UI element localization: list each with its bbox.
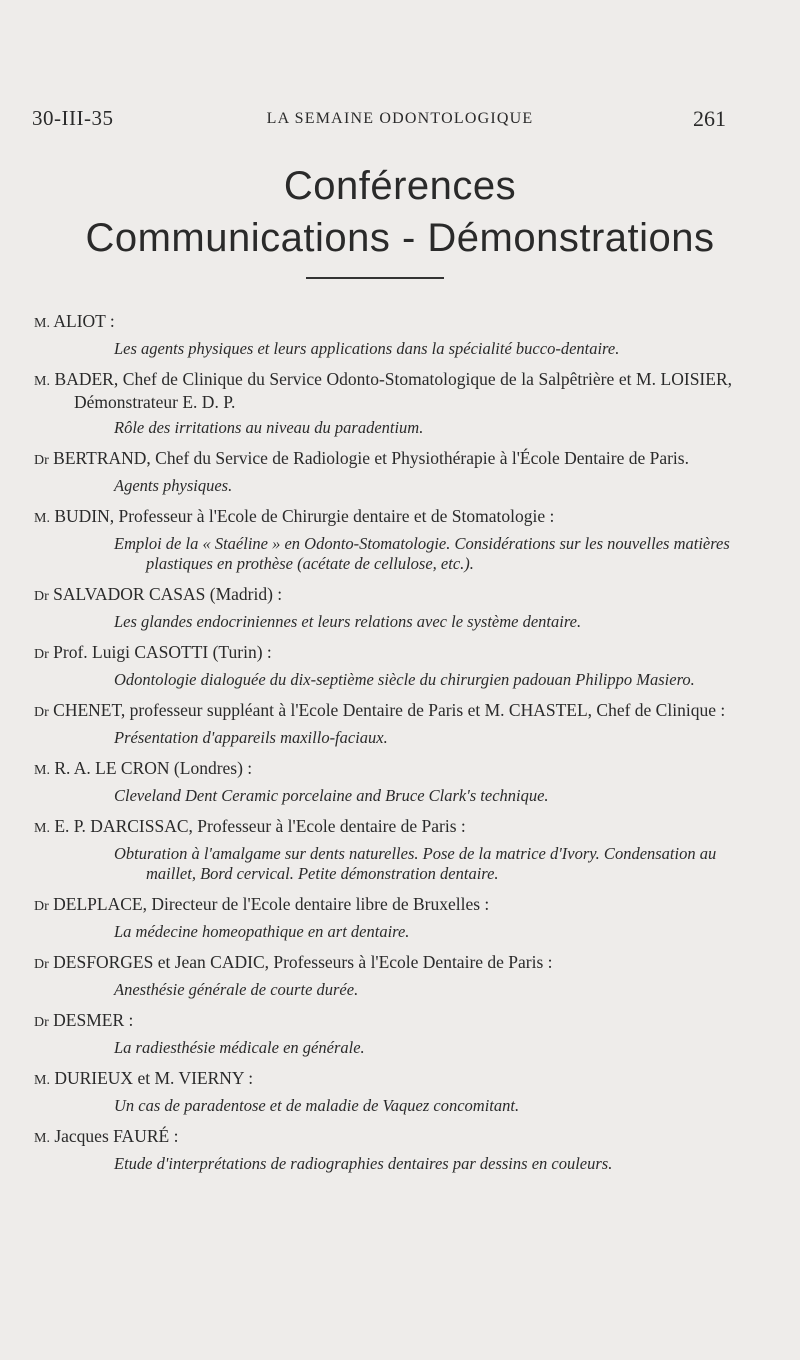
entry-prefix: Dr [34,647,49,662]
entry-title: Emploi de la « Staéline » en Odonto-Stomatologie. Considérations sur les nouvelles matières plastiques en prothèse (acétate de cellulose, etc.). [114,534,730,573]
entry-speaker [0,642,800,665]
entry-title: Cleveland Dent Ceramic porcelaine and Bruce Clark's technique. [114,786,549,805]
entry-speaker-text: E. P. DARCISSAC, Professeur à l'Ecole dentaire de Paris : [54,816,466,836]
entry-speaker [0,952,800,975]
entry-speaker-text: DESFORGES et Jean CADIC, Professeurs à l'Ecole Dentaire de Paris : [53,952,553,972]
entry-title: Anesthésie générale de courte durée. [114,980,359,999]
entry-speaker-text: Prof. Luigi CASOTTI (Turin) : [53,642,272,662]
entry [0,816,800,884]
entry-prefix: M. [34,374,50,389]
entry [0,311,800,359]
entry-prefix: Dr [34,1015,49,1030]
entry-title: Un cas de paradentose et de maladie de Vaquez concomitant. [114,1096,520,1115]
entry [0,448,800,496]
entry-speaker [0,758,800,781]
entry-speaker-text: ALIOT : [53,311,115,331]
entry-speaker-text: BERTRAND, Chef du Service de Radiologie et Physiothérapie à l'École Dentaire de Paris. [53,448,689,468]
entry [0,894,800,942]
entry [0,1126,800,1174]
entry [0,1068,800,1116]
entry-prefix: M. [34,511,50,526]
entry-title: La médecine homeopathique en art dentaire. [114,922,410,941]
entry [0,584,800,632]
entry-prefix: Dr [34,899,49,914]
entry-speaker-text: DESMER : [53,1010,134,1030]
entry-speaker [0,506,800,529]
entry-prefix: Dr [34,957,49,972]
entry-speaker-text: DELPLACE, Directeur de l'Ecole dentaire libre de Bruxelles : [53,894,490,914]
entry-prefix: Dr [34,453,49,468]
entry-speaker [0,700,800,723]
entry-title: La radiesthésie médicale en générale. [114,1038,365,1057]
entry-prefix: M. [34,763,50,778]
page-number: 261 [693,106,726,131]
entries-list [0,311,800,1184]
entry-speaker [0,816,800,839]
entry-speaker [0,1126,800,1149]
entry-prefix: M. [34,1131,50,1146]
entry-speaker-text: DURIEUX et M. VIERNY : [54,1068,254,1088]
entry-title: Odontologie dialoguée du dix-septième siècle du chirurgien padouan Philippo Masiero. [114,670,695,689]
entry-speaker-text: R. A. LE CRON (Londres) : [54,758,253,778]
entry [0,1010,800,1058]
entry-speaker-text: SALVADOR CASAS (Madrid) : [53,584,283,604]
issue-date: 30-III-35 [32,106,114,130]
section-title-line1: Conférences [283,164,517,208]
entry-speaker-text: BUDIN, Professeur à l'Ecole de Chirurgie dentaire et de Stomatologie : [54,506,555,526]
section-title-line2: Communications - Démonstrations [85,216,715,260]
entry-title: Etude d'interprétations de radiographies dentaires par dessins en couleurs. [114,1154,613,1173]
entry-title: Rôle des irritations au niveau du paradentium. [114,418,424,437]
entry-speaker-text: BADER, Chef de Clinique du Service Odonto-Stomatologique de la Salpêtrière et M. LOISIER, Démonstrateur E. D. P. [54,369,732,412]
title-divider [306,277,444,279]
entry [0,642,800,690]
journal-title: LA SEMAINE ODONTOLOGIQUE [266,110,534,127]
entry-prefix: M. [34,316,50,331]
entry [0,758,800,806]
entry-title: Les agents physiques et leurs applications dans la spécialité bucco-dentaire. [114,339,620,358]
running-header [0,106,800,136]
entry-title: Obturation à l'amalgame sur dents naturelles. Pose de la matrice d'Ivory. Condensation au maillet, Bord cervical. Petite démonstration dentaire. [114,844,717,883]
entry-prefix: Dr [34,705,49,720]
entry-speaker [0,584,800,607]
entry-speaker [0,311,800,334]
entry-prefix: M. [34,1073,50,1088]
entry-speaker [0,1068,800,1091]
entry-title: Présentation d'appareils maxillo-faciaux. [114,728,388,747]
entry-speaker-text: CHENET, professeur suppléant à l'Ecole Dentaire de Paris et M. CHASTEL, Chef de Clinique : [53,700,726,720]
entry [0,369,800,438]
entry-prefix: M. [34,821,50,836]
entry-speaker [0,369,800,413]
entry-title: Agents physiques. [114,476,233,495]
entry-prefix: Dr [34,589,49,604]
entry-speaker [0,1010,800,1033]
entry [0,700,800,748]
entry [0,952,800,1000]
entry-speaker [0,894,800,917]
entry-title: Les glandes endocriniennes et leurs relations avec le système dentaire. [114,612,582,631]
entry-speaker [0,448,800,471]
entry [0,506,800,574]
section-title [0,160,800,264]
entry-speaker-text: Jacques FAURÉ : [54,1126,179,1146]
